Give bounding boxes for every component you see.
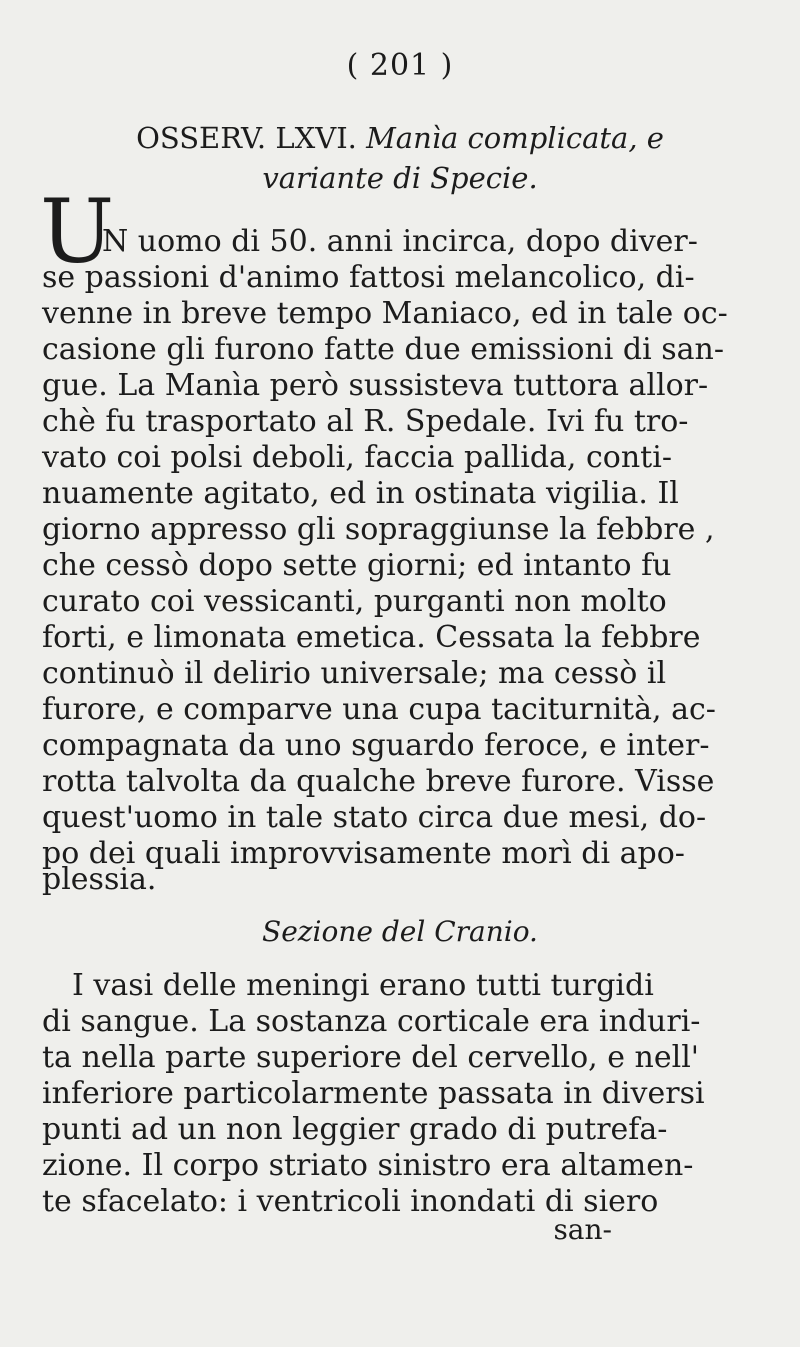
title-tail: , e xyxy=(628,121,664,155)
page-number: ( 201 ) xyxy=(346,48,454,83)
section-line: di sangue. La sostanza corticale era induri- xyxy=(42,1004,701,1039)
body-line: chè fu trasportato al R. Spedale. Ivi fu tro- xyxy=(42,404,689,439)
title-italic-text: Manìa complicata xyxy=(366,121,629,155)
body-line: giorno appresso gli sopraggiunse la febbre , xyxy=(42,512,715,547)
drop-cap: U xyxy=(40,180,115,283)
body-line: forti, e limonata emetica. Cessata la febbre xyxy=(42,620,701,655)
section-line: inferiore particolarmente passata in diversi xyxy=(42,1076,705,1111)
body-line: casione gli furono fatte due emissioni di san- xyxy=(42,332,725,367)
body-line: plessia. xyxy=(42,862,157,897)
body-line: continuò il delirio universale; ma cessò il xyxy=(42,656,667,691)
section-line: ta nella parte superiore del cervello, e nell' xyxy=(42,1040,700,1075)
section-line: punti ad un non leggier grado di putrefa- xyxy=(42,1112,668,1147)
body-line: furore, e comparve una cupa taciturnità, ac- xyxy=(42,692,716,727)
body-line: quest'uomo in tale stato circa due mesi, do- xyxy=(42,800,707,835)
body-line: se passioni d'animo fattosi melancolico, di- xyxy=(42,260,695,295)
body-line: vato coi polsi deboli, faccia pallida, conti- xyxy=(42,440,672,475)
section-line: I vasi delle meningi erano tutti turgidi xyxy=(72,968,654,1003)
title-line-2: variante di Specie. xyxy=(262,161,538,195)
body-line: rotta talvolta da qualche breve furore. Visse xyxy=(42,764,715,799)
title-line-1 xyxy=(0,118,800,158)
body-line: compagnata da uno sguardo feroce, e inter- xyxy=(42,728,710,763)
section-heading: Sezione del Cranio. xyxy=(262,915,538,948)
body-line: po dei quali improvvisamente morì di apo- xyxy=(42,836,685,871)
body-line: che cessò dopo sette giorni; ed intanto fu xyxy=(42,548,672,583)
body-line: gue. La Manìa però sussisteva tuttora allor- xyxy=(42,368,709,403)
title-observation-number: OSSERV. LXVI. xyxy=(136,121,357,155)
body-line: N uomo di 50. anni incirca, dopo diver- xyxy=(102,224,698,259)
catchword: san- xyxy=(553,1213,612,1246)
section-line: zione. Il corpo striato sinistro era altamen- xyxy=(42,1148,694,1183)
body-line: venne in breve tempo Maniaco, ed in tale oc- xyxy=(42,296,728,331)
body-line: curato coi vessicanti, purganti non molto xyxy=(42,584,667,619)
observation-title xyxy=(0,118,800,198)
section-line: te sfacelato: i ventricoli inondati di siero xyxy=(42,1184,659,1219)
body-line: nuamente agitato, ed in ostinata vigilia. Il xyxy=(42,476,679,511)
